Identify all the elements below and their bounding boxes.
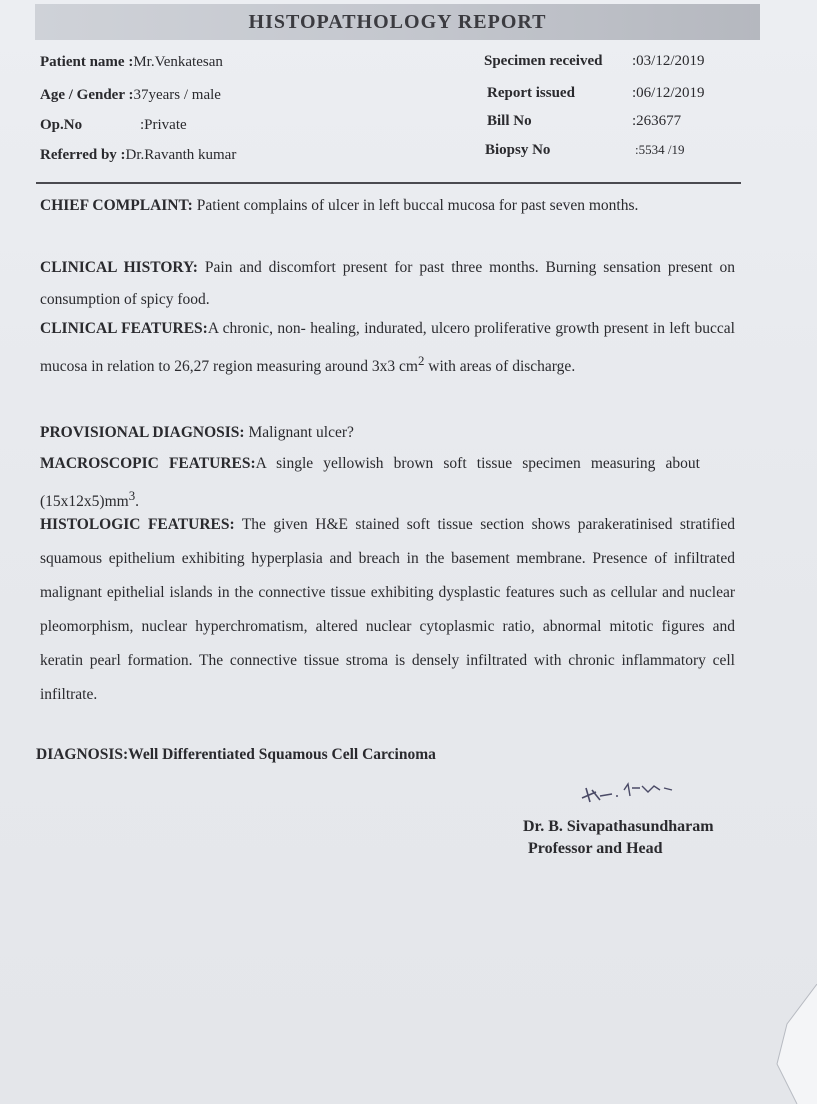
final-diagnosis-text: Well Differentiated Squamous Cell Carcinoma bbox=[128, 746, 436, 763]
macroscopic-features-text: A single yellowish brown soft tissue specimen measuring about (15x12x5)mm bbox=[40, 455, 700, 511]
op-no-value: :Private bbox=[140, 117, 187, 133]
handwritten-signature bbox=[578, 778, 678, 808]
report-issued-row bbox=[487, 85, 747, 102]
bill-no-label: Bill No bbox=[487, 113, 532, 129]
referred-by-row bbox=[40, 147, 236, 164]
clinical-features-text: A chronic, non- healing, indurated, ulcero proliferative growth present in left buccal mucosa in relation to 26,27 region measuring around 3x3 cm bbox=[40, 320, 735, 376]
op-no-label: Op.No bbox=[40, 117, 83, 133]
macroscopic-features-superscript: 3 bbox=[128, 488, 136, 503]
clinical-features-label: CLINICAL FEATURES: bbox=[40, 320, 208, 337]
chief-complaint bbox=[40, 190, 735, 222]
chief-complaint-text: Patient complains of ulcer in left buccal mucosa for past seven months. bbox=[196, 197, 639, 214]
clinical-features-superscript: 2 bbox=[417, 353, 425, 368]
clinical-features bbox=[40, 313, 735, 383]
specimen-received-label: Specimen received bbox=[484, 53, 603, 69]
report-issued-value: :06/12/2019 bbox=[632, 85, 705, 101]
bill-no-row bbox=[487, 113, 747, 130]
provisional-diagnosis-label: PROVISIONAL DIAGNOSIS: bbox=[40, 424, 245, 441]
specimen-received-value: :03/12/2019 bbox=[632, 53, 705, 69]
clinical-history-text: Pain and discomfort present for past three months. Burning sensation present on consumption of spicy food. bbox=[40, 259, 735, 308]
histologic-features-text: The given H&E stained soft tissue section shows parakeratinised stratified squamous epithelium exhibiting hyperplasia and breach in the basement membrane. Presence of infiltrated malignant epithelial islands in the connective tissue exhibiting dysplastic features such as cellular and nuclear pleomorphism, nuclear hyperchromatism, altered nuclear cytoplasmic ratio, abnormal mitotic figures and keratin pearl formation. The connective tissue stroma is densely infiltrated with chronic inflammatory cell infiltrate. bbox=[40, 516, 735, 703]
biopsy-no-label: Biopsy No bbox=[485, 142, 551, 158]
clinical-history bbox=[40, 252, 735, 316]
provisional-diagnosis bbox=[40, 424, 354, 442]
header-divider bbox=[36, 182, 741, 184]
clinical-features-text-end: with areas of discharge. bbox=[424, 358, 576, 376]
patient-name-label: Patient name : bbox=[40, 54, 134, 70]
signatory-title: Professor and Head bbox=[528, 840, 663, 857]
referred-by-label: Referred by : bbox=[40, 147, 126, 163]
age-gender-value: 37years / male bbox=[133, 87, 221, 103]
op-no-row bbox=[40, 117, 187, 134]
histologic-features bbox=[40, 508, 735, 712]
folded-corner bbox=[757, 984, 817, 1104]
signatory-name: Dr. B. Sivapathasundharam bbox=[523, 818, 714, 835]
report-issued-label: Report issued bbox=[487, 85, 575, 101]
age-gender-label: Age / Gender : bbox=[40, 87, 134, 103]
age-gender-row bbox=[40, 87, 221, 104]
report-title-bar bbox=[35, 4, 760, 40]
macroscopic-features-text-end: . bbox=[135, 493, 140, 511]
patient-name-row bbox=[40, 54, 223, 71]
bill-no-value: :263677 bbox=[632, 113, 682, 129]
patient-name-value: Mr.Venkatesan bbox=[133, 54, 223, 70]
final-diagnosis bbox=[36, 746, 436, 764]
report-title: HISTOPATHOLOGY REPORT bbox=[248, 11, 547, 33]
clinical-history-label: CLINICAL HISTORY: bbox=[40, 259, 198, 276]
chief-complaint-label: CHIEF COMPLAINT: bbox=[40, 197, 193, 214]
histologic-features-label: HISTOLOGIC FEATURES: bbox=[40, 516, 235, 533]
specimen-received-row bbox=[484, 53, 744, 70]
biopsy-no-row bbox=[485, 142, 745, 159]
biopsy-no-value: :5534 /19 bbox=[635, 142, 685, 157]
macroscopic-features-label: MACROSCOPIC FEATURES: bbox=[40, 455, 256, 472]
provisional-diagnosis-text: Malignant ulcer? bbox=[248, 424, 354, 441]
referred-by-value: Dr.Ravanth kumar bbox=[125, 147, 237, 163]
final-diagnosis-label: DIAGNOSIS: bbox=[36, 746, 129, 763]
